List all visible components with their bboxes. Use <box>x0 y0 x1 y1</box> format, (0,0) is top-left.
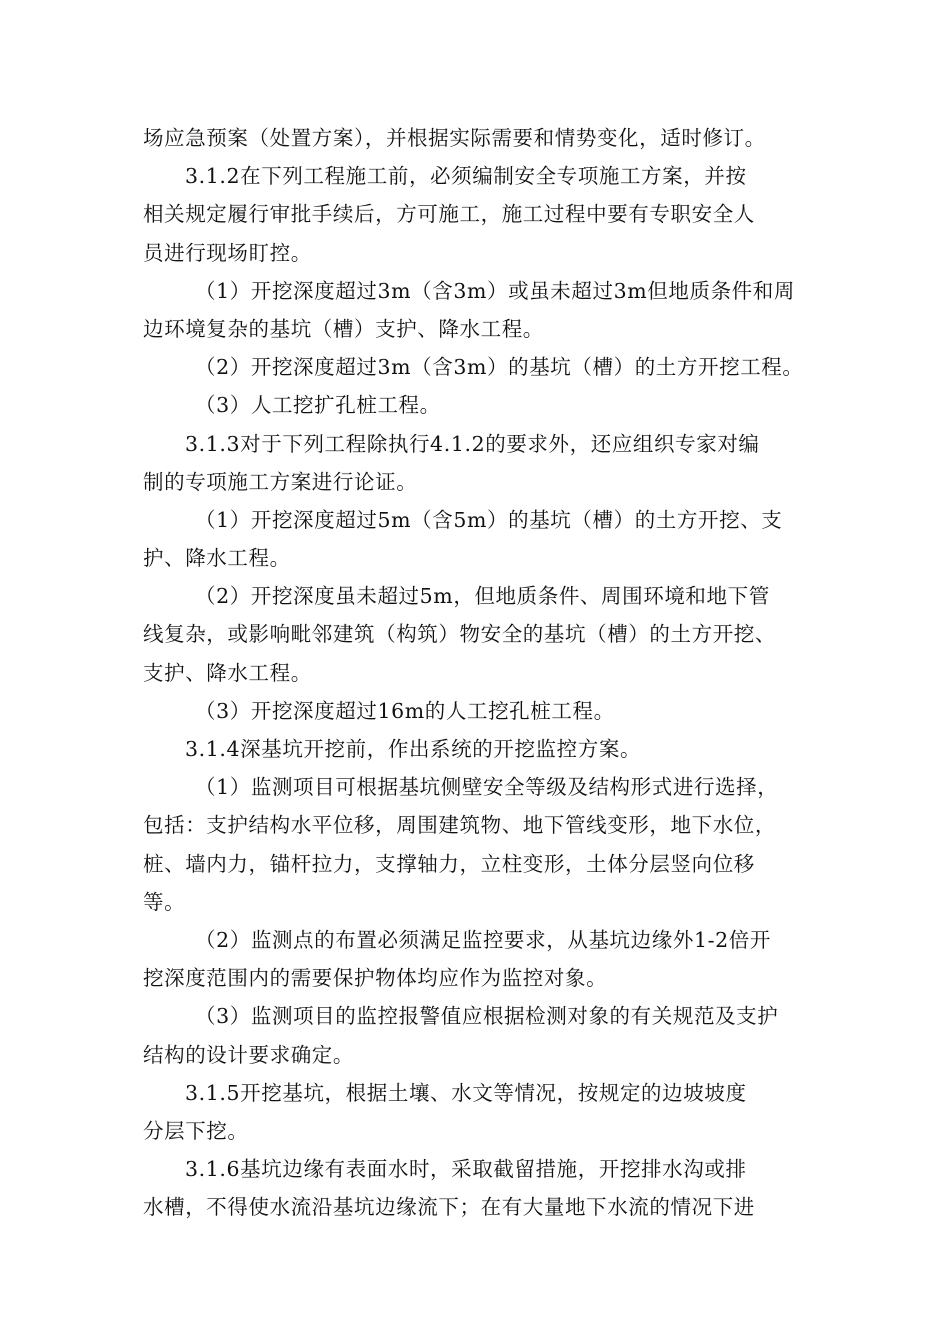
list-item: （3）监测项目的监控报警值应根据检测对象的有关规范及支护 <box>195 1004 779 1029</box>
list-item: （3）人工挖扩孔桩工程。 <box>195 393 441 418</box>
list-item: （3）开挖深度超过16m的人工挖孔桩工程。 <box>195 698 615 723</box>
list-item: （2）监测点的布置必须满足监控要求，从基坑边缘外1-2倍开 <box>195 927 771 952</box>
list-item: （1）开挖深度超过3m（含3m）或虽未超过3m但地质条件和周 <box>195 278 795 303</box>
text-line: 线复杂，或影响毗邻建筑（构筑）物安全的基坑（槽）的土方开挖、 <box>143 622 776 647</box>
list-item: （1）监测项目可根据基坑侧壁安全等级及结构形式进行选择， <box>195 775 779 800</box>
text-line: 挖深度范围内的需要保护物体均应作为监控对象。 <box>143 966 608 991</box>
text-line: 员进行现场盯控。 <box>143 240 312 265</box>
clause-heading: 3.1.2在下列工程施工前，必须编制安全专项施工方案，并按 <box>185 164 747 189</box>
text-line: 护、降水工程。 <box>143 546 291 571</box>
list-item: （2）开挖深度超过3m（含3m）的基坑（槽）的土方开挖工程。 <box>195 355 804 380</box>
text-line: 等。 <box>143 889 186 914</box>
text-line: 边环境复杂的基坑（槽）支护、降水工程。 <box>143 316 544 341</box>
text-line: 结构的设计要求确定。 <box>143 1042 354 1067</box>
text-line: 场应急预案（处置方案），并根据实际需要和情势变化，适时修订。 <box>143 126 766 150</box>
text-line: 分层下挖。 <box>143 1118 249 1143</box>
text-line: 桩、墙内力，锚杆拉力，支撑轴力，立柱变形，土体分层竖向位移 <box>143 851 755 876</box>
text-line: 制的专项施工方案进行论证。 <box>143 469 418 494</box>
list-item: （2）开挖深度虽未超过5m，但地质条件、周围环境和地下管 <box>195 584 770 609</box>
clause-heading: 3.1.6基坑边缘有表面水时，采取截留措施，开挖排水沟或排 <box>185 1157 747 1182</box>
clause-heading: 3.1.5开挖基坑，根据土壤、水文等情况，按规定的边坡坡度 <box>185 1080 747 1105</box>
clause-heading: 3.1.4深基坑开挖前，作出系统的开挖监控方案。 <box>185 737 642 761</box>
text-line: 支护、降水工程。 <box>143 660 312 685</box>
document-body <box>143 119 833 1226</box>
text-line: 包括：支护结构水平位移，周围建筑物、地下管线变形，地下水位， <box>143 813 776 838</box>
clause-heading: 3.1.3对于下列工程除执行4.1.2的要求外，还应组织专家对编 <box>185 431 760 456</box>
text-line: 水槽，不得使水流沿基坑边缘流下；在有大量地下水流的情况下进 <box>143 1195 755 1220</box>
list-item: （1）开挖深度超过5m（含5m）的基坑（槽）的土方开挖、支 <box>195 507 783 532</box>
text-line: 相关规定履行审批手续后，方可施工，施工过程中要有专职安全人 <box>143 202 755 227</box>
